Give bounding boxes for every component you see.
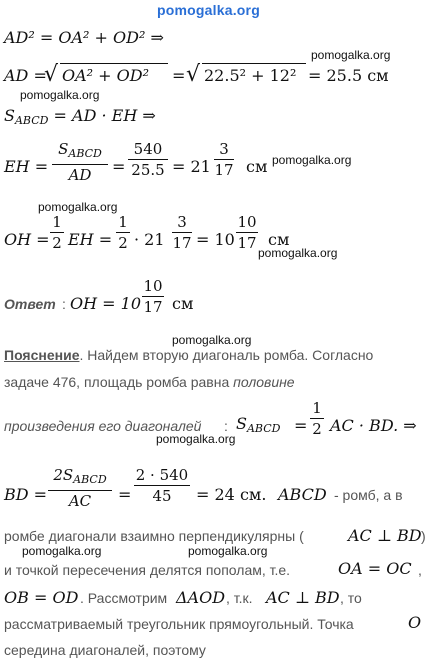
sqrt-sign-1: √ xyxy=(44,62,59,87)
point-o: O xyxy=(408,613,422,632)
unit-cm: см xyxy=(246,157,268,176)
fraction-540-over-25-5: 540 25.5 xyxy=(128,140,168,179)
fraction-3-17: 3 17 xyxy=(172,213,192,252)
answer-unit: см xyxy=(172,294,194,313)
fraction-1-2: 1 2 xyxy=(310,399,324,438)
equals-sign: = xyxy=(294,416,308,435)
watermark: pomogalka.org xyxy=(172,333,252,347)
fraction-1-2: 1 2 xyxy=(50,213,64,252)
watermark: pomogalka.org xyxy=(258,246,338,260)
eh-whole: = 21 xyxy=(172,157,211,176)
midpoint-text: середина диагоналей, поэтому xyxy=(4,642,206,658)
fraction-s-over-ad: $S_{ABCD}$ AD xyxy=(52,140,108,184)
bd-left: BD = xyxy=(4,485,48,504)
explanation-colon: : xyxy=(224,418,228,434)
answer-expression: OH = 10 xyxy=(70,294,142,313)
perpendicular-close: ) xyxy=(421,528,426,544)
watermark: pomogalka.org xyxy=(311,48,391,62)
ob-od: OB = OD xyxy=(4,588,79,607)
sqrt-bar-1 xyxy=(60,63,168,64)
perpendicular-math: AC ⊥ BD xyxy=(348,526,422,545)
equation-ad-result: = 25.5 см xyxy=(308,66,389,85)
answer-colon: : xyxy=(62,296,66,312)
right-triangle-text: рассматриваемый треугольник прямоугольный. Точка xyxy=(4,616,354,632)
eh-left: EH = xyxy=(4,157,49,176)
oh-times: · 21 xyxy=(134,230,165,249)
oh-mid: EH = xyxy=(68,230,113,249)
watermark: pomogalka.org xyxy=(22,544,102,558)
fraction-3-17: 3 17 xyxy=(214,140,234,179)
equation-ad-left: AD = xyxy=(4,66,47,85)
answer-fraction: 10 17 xyxy=(143,277,163,316)
explanation-line-2: задаче 476, площадь ромба равна половине xyxy=(4,374,295,390)
abcd-label: ABCD xyxy=(278,485,327,504)
sqrt-bar-2 xyxy=(202,63,306,64)
watermark: pomogalka.org xyxy=(20,88,100,102)
oa-oc: OA = OC xyxy=(338,559,412,578)
unit-cm: см xyxy=(268,230,290,249)
fraction-2s-over-ac: $2S_{ABCD}$ AC xyxy=(48,466,112,510)
intersection-text: и точкой пересечения делятся пополам, т.е. xyxy=(4,562,291,578)
watermark: pomogalka.org xyxy=(272,153,352,167)
explanation-line-1: Пояснение. Найдем вторую диагональ ромба. Согласно xyxy=(4,347,374,363)
consider-text: . Рассмотрим xyxy=(80,590,168,606)
bd-result: = 24 см. xyxy=(196,485,267,504)
watermark: pomogalka.org xyxy=(156,432,236,446)
oh-whole: = 10 xyxy=(196,230,235,249)
answer-label: Ответ xyxy=(4,296,56,312)
since-text: , т.к. xyxy=(226,590,253,606)
oh-left: OH = xyxy=(4,230,50,249)
sqrt-sign-2: √ xyxy=(186,62,201,87)
equals-sign: = xyxy=(118,485,132,504)
watermark-top: pomogalka.org xyxy=(157,2,260,18)
equals-sign: = xyxy=(172,66,186,85)
equation-pythagoras: AD² = OA² + OD² ⇒ xyxy=(4,28,164,47)
explanation-label: Пояснение xyxy=(4,347,80,363)
area-diagonals: AC · BD. ⇒ xyxy=(330,416,417,435)
area-symbol: $S_{ABCD}$ xyxy=(236,414,281,435)
watermark: pomogalka.org xyxy=(38,200,118,214)
area-formula: $S_{ABCD}$ = AD · EH ⇒ xyxy=(4,106,156,127)
equals-sign: = xyxy=(112,157,126,176)
sqrt-content-2: 22.5² + 12² xyxy=(204,66,297,85)
fraction-2x540-over-45: 2 · 540 45 xyxy=(135,466,189,505)
fraction-1-2: 1 2 xyxy=(116,213,130,252)
rhombus-text: - ромб, а в xyxy=(334,487,403,503)
triangle-aod: ΔAOD xyxy=(176,588,226,607)
sqrt-content-1: OA² + OD² xyxy=(62,66,150,85)
ac-perp-bd: AC ⊥ BD xyxy=(266,588,340,607)
watermark: pomogalka.org xyxy=(188,544,268,558)
explanation-line-3: произведения его диагоналей xyxy=(4,418,202,434)
then-text: , то xyxy=(340,590,362,606)
perpendicular-text: ромбе диагонали взаимно перпендикулярны ( xyxy=(4,528,304,544)
fraction-10-17: 10 17 xyxy=(237,213,257,252)
comma: , xyxy=(418,562,422,578)
